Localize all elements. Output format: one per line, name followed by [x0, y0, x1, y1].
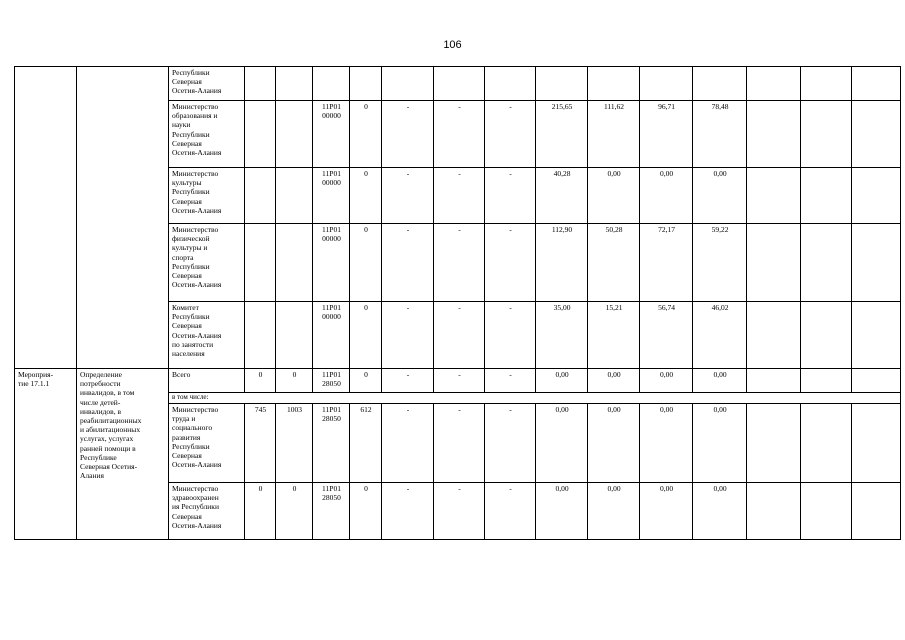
grbs-cell: 0	[245, 483, 276, 540]
empty-cell	[747, 404, 801, 483]
empty-cell	[852, 224, 901, 302]
value-cell: 0,00	[536, 404, 588, 483]
value-cell: -	[485, 302, 536, 369]
value-cell: 46,02	[693, 302, 747, 369]
value-cell: 96,71	[640, 101, 693, 168]
empty-cell	[852, 302, 901, 369]
value-cell: -	[434, 404, 485, 483]
grbs-cell	[245, 168, 276, 224]
subtotal-caption: в том числе:	[169, 393, 901, 404]
value-cell: -	[382, 369, 434, 393]
value-cell: 111,62	[588, 101, 640, 168]
budget-table	[14, 66, 901, 540]
csr-cell: 11Р01 28050	[313, 369, 350, 393]
value-cell: 78,48	[693, 101, 747, 168]
value-cell	[588, 67, 640, 101]
value-cell: 0,00	[536, 369, 588, 393]
value-cell	[434, 67, 485, 101]
value-cell: 35,00	[536, 302, 588, 369]
grbs-cell: 745	[245, 404, 276, 483]
value-cell: -	[485, 483, 536, 540]
rzpr-cell: 0	[276, 369, 313, 393]
value-cell: 0,00	[640, 369, 693, 393]
vr-cell: 0	[350, 101, 382, 168]
value-cell: -	[485, 404, 536, 483]
value-cell: -	[382, 168, 434, 224]
value-cell: -	[485, 369, 536, 393]
rzpr-cell	[276, 67, 313, 101]
vr-cell: 0	[350, 369, 382, 393]
value-cell: -	[485, 224, 536, 302]
value-cell: 0,00	[588, 404, 640, 483]
executor-cell: Республики Северная Осетия-Алания	[169, 67, 245, 101]
value-cell: 56,74	[640, 302, 693, 369]
value-cell	[485, 67, 536, 101]
empty-cell	[852, 483, 901, 540]
empty-cell	[747, 101, 801, 168]
empty-cell	[747, 302, 801, 369]
value-cell: -	[382, 101, 434, 168]
rzpr-cell: 0	[276, 483, 313, 540]
value-cell: 59,22	[693, 224, 747, 302]
empty-cell	[801, 168, 852, 224]
csr-cell: 11Р01 28050	[313, 483, 350, 540]
value-cell	[382, 67, 434, 101]
value-cell: 0,00	[693, 369, 747, 393]
value-cell: -	[434, 224, 485, 302]
value-cell: -	[382, 302, 434, 369]
value-cell: 0,00	[640, 404, 693, 483]
code-cell	[15, 67, 77, 369]
empty-cell	[852, 369, 901, 393]
measure-name-cell: Определение потребности инвалидов, в том числе детей- инвалидов, в реабилитационных и абилитационных услугах, услугах ранней помощи в Республике Северная Осетия- Алания	[77, 369, 169, 540]
vr-cell: 0	[350, 168, 382, 224]
csr-cell: 11Р01 00000	[313, 101, 350, 168]
empty-cell	[747, 224, 801, 302]
value-cell: 72,17	[640, 224, 693, 302]
executor-cell: Министерство физической культуры и спорта Республики Северная Осетия-Алания	[169, 224, 245, 302]
empty-cell	[747, 67, 801, 101]
empty-cell	[747, 369, 801, 393]
value-cell: 50,28	[588, 224, 640, 302]
table-row	[15, 369, 901, 393]
empty-cell	[852, 404, 901, 483]
empty-cell	[801, 224, 852, 302]
value-cell: 0,00	[693, 168, 747, 224]
value-cell: 112,90	[536, 224, 588, 302]
value-cell: -	[485, 168, 536, 224]
executor-cell: Комитет Республики Северная Осетия-Алания по занятости населения	[169, 302, 245, 369]
value-cell: -	[434, 302, 485, 369]
value-cell: -	[434, 483, 485, 540]
value-cell: 15,21	[588, 302, 640, 369]
value-cell: 0,00	[536, 483, 588, 540]
csr-cell: 11Р01 00000	[313, 224, 350, 302]
rzpr-cell	[276, 168, 313, 224]
empty-cell	[801, 67, 852, 101]
value-cell: -	[382, 483, 434, 540]
empty-cell	[747, 168, 801, 224]
vr-cell	[350, 67, 382, 101]
value-cell: -	[485, 101, 536, 168]
grbs-cell	[245, 224, 276, 302]
value-cell: 0,00	[588, 483, 640, 540]
value-cell: 0,00	[588, 168, 640, 224]
grbs-cell	[245, 101, 276, 168]
empty-cell	[852, 67, 901, 101]
csr-cell	[313, 67, 350, 101]
value-cell: -	[434, 369, 485, 393]
empty-cell	[801, 369, 852, 393]
executor-cell: Министерство труда и социального развития Республики Северная Осетия-Алания	[169, 404, 245, 483]
grbs-cell	[245, 302, 276, 369]
rzpr-cell: 1003	[276, 404, 313, 483]
executor-cell: Министерство образования и науки Республики Северная Осетия-Алания	[169, 101, 245, 168]
vr-cell: 0	[350, 302, 382, 369]
page-number: 106	[443, 39, 462, 51]
value-cell: 0,00	[640, 483, 693, 540]
measure-code-cell: Мероприя- тие 17.1.1	[15, 369, 77, 540]
executor-cell: Министерство здравоохранен ия Республики Северная Осетия-Алания	[169, 483, 245, 540]
value-cell: 0,00	[588, 369, 640, 393]
value-cell	[693, 67, 747, 101]
executor-cell: Министерство культуры Республики Северная Осетия-Алания	[169, 168, 245, 224]
table-row	[15, 67, 901, 101]
csr-cell: 11Р01 00000	[313, 168, 350, 224]
empty-cell	[801, 483, 852, 540]
value-cell: -	[434, 168, 485, 224]
rzpr-cell	[276, 101, 313, 168]
rzpr-cell	[276, 302, 313, 369]
empty-cell	[801, 101, 852, 168]
value-cell	[640, 67, 693, 101]
executor-cell: Всего	[169, 369, 245, 393]
value-cell: 0,00	[693, 483, 747, 540]
value-cell: 40,28	[536, 168, 588, 224]
empty-cell	[801, 404, 852, 483]
empty-cell	[852, 101, 901, 168]
grbs-cell: 0	[245, 369, 276, 393]
value-cell: -	[382, 404, 434, 483]
value-cell: -	[382, 224, 434, 302]
value-cell: 215,65	[536, 101, 588, 168]
vr-cell: 0	[350, 224, 382, 302]
empty-cell	[852, 168, 901, 224]
name-cell	[77, 67, 169, 369]
grbs-cell	[245, 67, 276, 101]
value-cell: 0,00	[693, 404, 747, 483]
vr-cell: 612	[350, 404, 382, 483]
value-cell: -	[434, 101, 485, 168]
empty-cell	[801, 302, 852, 369]
csr-cell: 11Р01 00000	[313, 302, 350, 369]
value-cell	[536, 67, 588, 101]
rzpr-cell	[276, 224, 313, 302]
vr-cell: 0	[350, 483, 382, 540]
empty-cell	[747, 483, 801, 540]
csr-cell: 11Р01 28050	[313, 404, 350, 483]
value-cell: 0,00	[640, 168, 693, 224]
